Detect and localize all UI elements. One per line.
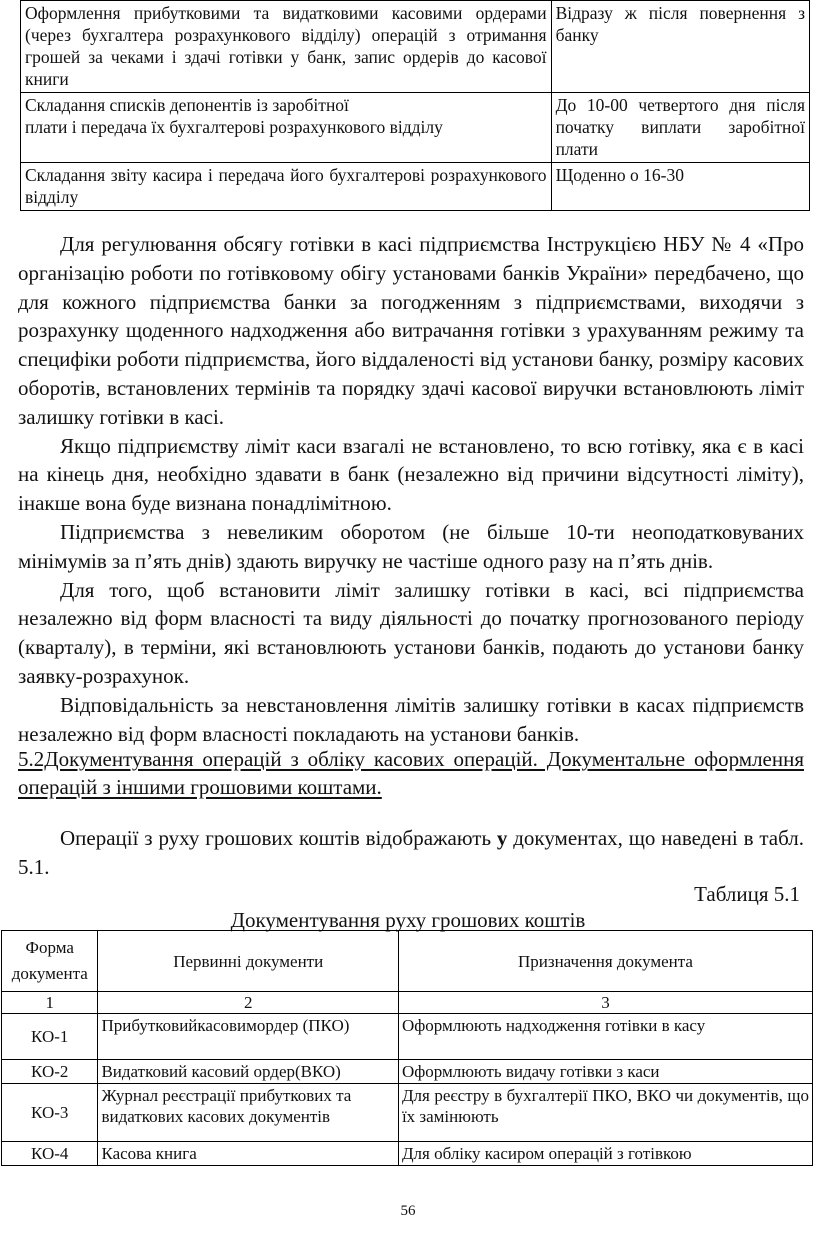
task-cell	[21, 1, 552, 93]
table-caption: Таблиця 5.1	[694, 882, 800, 906]
page-number: 56	[400, 1203, 416, 1219]
table-row	[2, 1084, 813, 1142]
primary-document-text: Прибутковийкасовимордер (ПКО)	[101, 1016, 350, 1035]
form-code: КО-1	[2, 1014, 98, 1060]
task-text: Оформлення прибутковими та видатковими касовими ордерами (через бухгалтера розрахункового відділу) операцій з отримання грошей за чеками і здачі готівки у банк, запис ордерів до касової книги	[25, 3, 547, 89]
column-number: 3	[398, 992, 812, 1014]
body-text	[18, 230, 804, 748]
form-code: КО-2	[2, 1060, 98, 1084]
header-form	[2, 931, 98, 992]
header-form-line1: Форма	[25, 938, 74, 957]
deadline-cell	[551, 163, 809, 211]
primary-document	[98, 1014, 398, 1060]
header-form-line2: документа	[11, 964, 88, 983]
task-cell	[21, 93, 552, 163]
section-heading: 5.2Документування операцій з обліку касових операцій. Документальне оформлення операцій з іншими грошовими коштами.	[18, 747, 804, 799]
table-row	[21, 93, 810, 163]
deadline-cell	[551, 93, 809, 163]
paragraph: Для регулювання обсягу готівки в касі підприємства Інструкцією НБУ № 4 «Про організацію роботи по готівковому обігу установами банків України» передбачено, що для кожного підприємства банки за погодженням з підприємствами, виходячи з розрахунку щоденного надходження або витрачання готівки з урахуванням режиму та специфіки роботи підприємства, його віддаленості від установи банку, розміру касових оборотів, встановлених термінів та порядку здачі касової виручки встановлюють ліміт залишку готівки в касі.	[18, 232, 804, 429]
deadline-text: До 10-00 четвертого дня після початку виплати заробітної плати	[555, 95, 805, 159]
table-row	[21, 1, 810, 93]
column-number: 1	[2, 992, 98, 1014]
document-purpose: Для реєстру в бухгалтерії ПКО, ВКО чи документів, що їх замінюють	[398, 1084, 812, 1142]
table-row	[2, 1142, 813, 1166]
deadline-cell	[551, 1, 809, 93]
paragraph	[18, 824, 804, 881]
task-text: плати і передача їх бухгалтерові розрахункового відділу	[25, 117, 443, 137]
document-purpose: Оформлюють видачу готівки з каси	[398, 1060, 812, 1084]
documents-table	[1, 930, 813, 1166]
column-number: 2	[98, 992, 398, 1014]
task-text: Складання списків депонентів із заробітної	[25, 95, 349, 115]
primary-document: Журнал реєстрації прибуткових та видаткових касових документів	[98, 1084, 398, 1142]
table-title: Документування руху грошових коштів	[230, 908, 586, 932]
paragraph: Якщо підприємству ліміт каси взагалі не встановлено, то всю готівку, яка є в касі на кінець дня, необхідно здавати в банк (незалежно від причини відсутності ліміту), інакше вона буде визнана понадлімітною.	[18, 433, 804, 516]
deadline-text: Відразу ж після повернення з банку	[555, 3, 805, 45]
schedule-table	[20, 0, 810, 211]
primary-document: Видатковий касовий ордер(ВКО)	[98, 1060, 398, 1084]
task-cell	[21, 163, 552, 211]
column-number-row	[2, 992, 813, 1014]
paragraph: Для того, щоб встановити ліміт залишку готівки в касі, всі підприємства незалежно від форм власності та виду діяльності до початку прогнозованого періоду (кварталу), в терміни, які встановлюють установи банків, подають до установи банку заявку-розрахунок.	[18, 577, 804, 688]
operations-paragraph	[18, 824, 804, 881]
bold-letter: у	[496, 826, 508, 850]
paragraph: Підприємства з невеликим оборотом (не більше 10-ти неоподатковуваних мінімумів за п’ять днів) здають виручку не частіше одного разу на п’ять днів.	[18, 519, 804, 573]
form-code: КО-4	[2, 1142, 98, 1166]
para-text: документах, що наведені в табл. 5.1.	[18, 826, 805, 879]
table-header-row	[2, 931, 813, 992]
form-code: КО-3	[2, 1084, 98, 1142]
table-row	[21, 163, 810, 211]
document-purpose: Для обліку касиром операцій з готівкою	[398, 1142, 812, 1166]
table-row	[2, 1014, 813, 1060]
primary-document: Касова книга	[98, 1142, 398, 1166]
header-purpose: Призначення документа	[398, 931, 812, 992]
header-primary: Первинні документи	[98, 931, 398, 992]
task-text: Складання звіту касира і передача його бухгалтерові розрахункового відділу	[25, 165, 547, 207]
para-text: Операції з руху грошових коштів відображають	[60, 826, 497, 850]
table-row	[2, 1060, 813, 1084]
paragraph: Відповідальність за невстановлення лімітів залишку готівки в касах підприємств незалежно від форм власності покладають на установи банків.	[18, 692, 804, 746]
document-purpose: Оформлюють надходження готівки в касу	[398, 1014, 812, 1060]
deadline-text: Щоденно о 16-30	[555, 165, 684, 185]
